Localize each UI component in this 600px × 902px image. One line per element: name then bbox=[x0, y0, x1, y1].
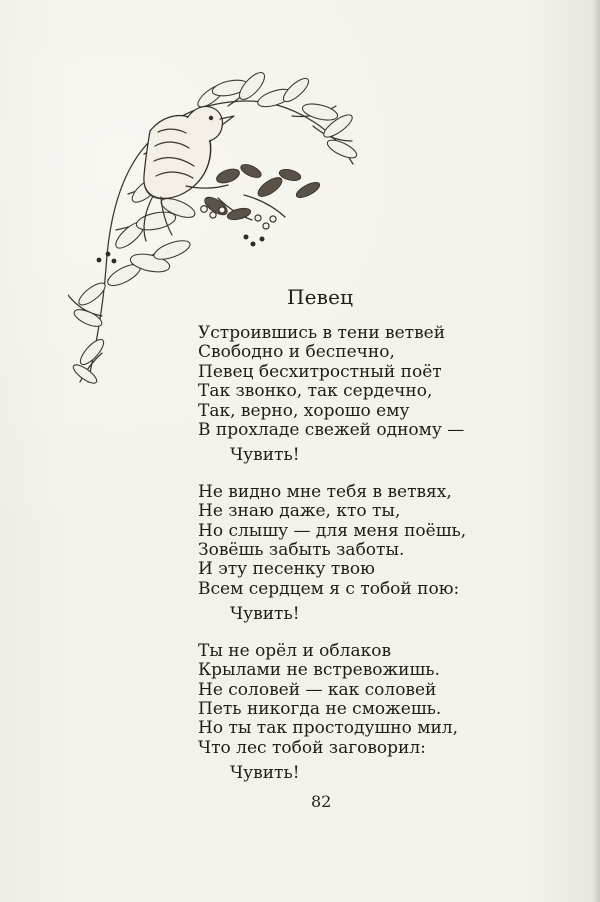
poem-title: Певец bbox=[287, 285, 354, 309]
poem-line: Что лес тобой заговорил: bbox=[198, 737, 426, 758]
stanza-1 bbox=[198, 324, 498, 466]
poem-line: Певец бесхитростный поёт bbox=[198, 361, 442, 382]
poem-line: Но слышу — для меня поёшь, bbox=[198, 520, 467, 541]
poem-refrain: Чувить! bbox=[230, 763, 300, 784]
poem-line: Не видно мне тебя в ветвях, bbox=[198, 481, 452, 502]
poem-line: Не соловей — как соловей bbox=[198, 679, 437, 700]
poem-refrain: Чувить! bbox=[230, 604, 300, 625]
poem-line: И эту песенку твою bbox=[198, 559, 375, 580]
poem-line: Так звонко, так сердечно, bbox=[198, 381, 433, 402]
poem-line: Всем сердцем я с тобой пою: bbox=[198, 578, 460, 599]
poem-line: Не знаю даже, кто ты, bbox=[198, 501, 401, 522]
poem-line: Крылами не встревожишь. bbox=[198, 660, 440, 681]
poem-line: Петь никогда не сможешь. bbox=[198, 698, 442, 719]
poem-line: Ты не орёл и облаков bbox=[198, 640, 392, 661]
poem-refrain: Чувить! bbox=[230, 445, 300, 466]
poem-line: Свободно и беспечно, bbox=[198, 342, 395, 363]
poem-body bbox=[198, 324, 498, 801]
stanza-3 bbox=[198, 642, 498, 784]
poem-line: Зовёшь забыть заботы. bbox=[198, 540, 405, 561]
poem-line: В прохладе свежей одному — bbox=[198, 420, 465, 441]
stanza-2 bbox=[198, 483, 498, 625]
poem-line: Так, верно, хорошо ему bbox=[198, 400, 410, 421]
poem-line: Устроившись в тени ветвей bbox=[198, 323, 446, 343]
page-edge-shadow bbox=[592, 0, 600, 902]
poem-line: Но ты так простодушно мил, bbox=[198, 718, 458, 739]
page-number: 82 bbox=[311, 792, 332, 811]
